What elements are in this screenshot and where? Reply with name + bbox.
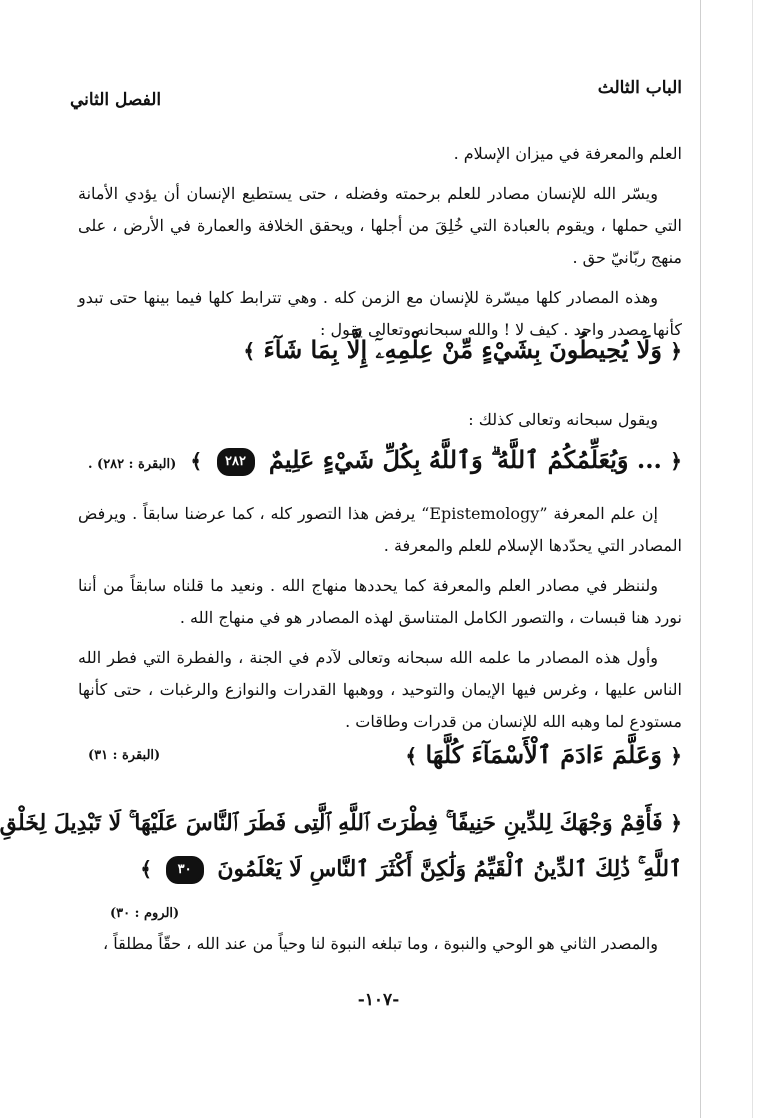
paragraph: وأول هذه المصادر ما علمه الله سبحانه وتعالى لآدم في الجنة ، والفطرة التي فطر الله الناس عليها ، وغرس فيها الإيمان والتوحيد ، ووهبها القدرات والنوازع والرغبات ، حتى كأنها مستودع لما وهبه الله للإنسان من قدرات وطاقات .	[78, 648, 682, 731]
verse-text-line-1: فَأَقِمْ وَجْهَكَ لِلدِّينِ حَنِيفًا ۚ فِطْرَتَ ٱللَّهِ ٱلَّتِى فَطَرَ ٱلنَّاسَ عَلَيْهَا ۚ لَا تَبْدِيلَ لِخَلْقِ	[0, 810, 663, 836]
quran-verse-4	[0, 800, 682, 892]
verse-text: وَعَلَّمَ ءَادَمَ ٱلْأَسْمَآءَ كُلَّهَا	[425, 740, 662, 769]
text-block-2	[78, 404, 682, 444]
quran-verse-3	[70, 740, 682, 769]
part-title: الباب الثالث	[597, 78, 682, 98]
paragraph: ويسّر الله للإنسان مصادر للعلم برحمته وفضله ، حتى يستطيع الإنسان أن يؤدي الأمانة التي حملها ، ويقوم بالعبادة التي خُلِقَ من أجلها ، ويحقق الخلافة والعمارة في الأرض ، على منهج ربّانيّ حق .	[78, 184, 682, 267]
paragraph: والمصدر الثاني هو الوحي والنبوة ، وما تبلغه النبوة لنا وحياً من عند الله ، حقّاً مطلقاً ،	[102, 934, 658, 953]
verse-number-medallion: ٢٨٢	[217, 448, 255, 476]
running-header	[70, 72, 682, 112]
verse-open-bracket: ﴿	[670, 449, 682, 473]
verse-text-line-2: ٱللَّهِ ۚ ذَٰلِكَ ٱلدِّينُ ٱلْقَيِّمُ وَلَٰكِنَّ أَكْثَرَ ٱلنَّاسِ لَا يَعْلَمُونَ	[217, 856, 682, 882]
chapter-title: الفصل الثاني	[70, 90, 162, 110]
verse-reference: (الروم : ٣٠)	[110, 906, 180, 921]
paragraph: ويقول سبحانه وتعالى كذلك :	[468, 410, 658, 429]
text-block-1	[78, 138, 682, 354]
verse-reference: (البقرة : ٢٨٢) .	[88, 457, 177, 472]
paragraph: ولننظر في مصادر العلم والمعرفة كما يحددها منهاج الله . ونعيد ما قلناه سابقاً من أننا نورد هنا قبسات ، والتصور الكامل المتناسق لهذه المصادر هو في منهاج الله .	[78, 576, 682, 627]
text-block-4	[78, 928, 682, 968]
paragraph: وهذه المصادر كلها ميسّرة للإنسان مع الزمن كله . وهي تترابط كلها فيما بينها حتى تبدو كأنها مصدر واحد . كيف لا ! والله سبحانه وتعالى يقول :	[78, 288, 682, 339]
verse-open-bracket: ﴿	[670, 744, 682, 768]
verse-close-bracket: ﴾	[140, 857, 152, 881]
verse-number-medallion: ٣٠	[166, 856, 204, 884]
quran-verse-1	[70, 335, 682, 364]
verse-close-bracket: ﴾	[405, 744, 418, 768]
verse-text: وَيُعَلِّمُكُمُ ٱللَّهُ ۗ وَٱللَّهُ بِكُلِّ شَيْءٍ عَلِيمٌ	[268, 445, 629, 474]
paragraph: العلم والمعرفة في ميزان الإسلام .	[453, 144, 682, 163]
paragraph: إن علم المعرفة ”Epistemology“ يرفض هذا التصور كله ، كما عرضنا سابقاً . ويرفض المصادر التي يحدّدها الإسلام للعلم والمعرفة .	[78, 504, 682, 555]
page-edge-line	[752, 0, 753, 1118]
page-number: -١٠٧-	[357, 990, 400, 1010]
text-block-3	[78, 498, 682, 746]
quran-verse-2	[70, 445, 682, 476]
verse-open-bracket: ﴿	[670, 811, 682, 835]
verse-open-bracket: ﴿	[670, 339, 682, 363]
verse-reference: (البقرة : ٣١)	[88, 748, 161, 763]
verse-close-bracket: ﴾	[190, 449, 203, 473]
verse-text: وَلَا يُحِيطُونَ بِشَيْءٍ مِّنْ عِلْمِهِۦٓ إِلَّا بِمَا شَآءَ	[263, 335, 662, 364]
binding-edge-line	[700, 0, 701, 1118]
verse-ellipsis: ...	[636, 445, 662, 474]
verse-close-bracket: ﴾	[243, 339, 256, 363]
